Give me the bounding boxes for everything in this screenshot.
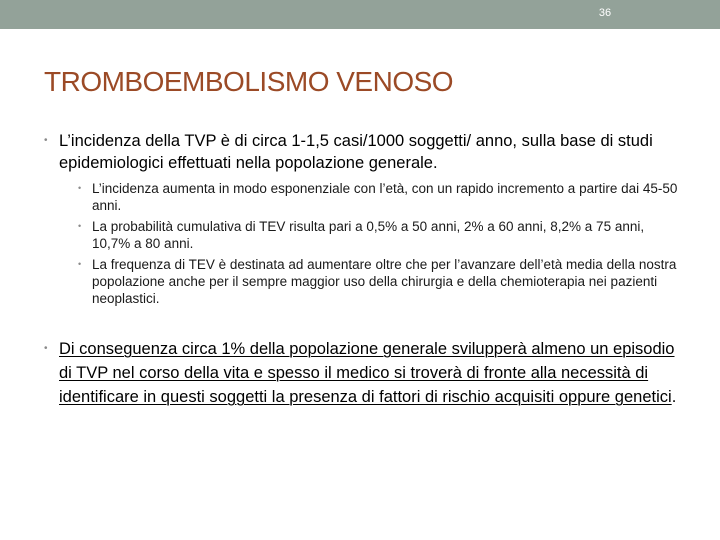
sub-bullet-eta: [74, 180, 684, 214]
bullet-text: L’incidenza della TVP è di circa 1-1,5 casi/1000 soggetti/ anno, sulla base di studi epidemiologici effettuati nella popolazione generale.: [59, 132, 653, 172]
sub-bullet-text: L’incidenza aumenta in modo esponenziale con l’età, con un rapido incremento a partire dai 45-50 anni.: [92, 181, 678, 213]
slide-title: TROMBOEMBOLISMO VENOSO: [44, 66, 454, 97]
bullet-marker-icon: •: [44, 135, 48, 146]
sub-bullet-marker-icon: •: [78, 259, 82, 269]
bullet-text-suffix: .: [671, 388, 677, 406]
sub-bullet-text: La frequenza di TEV è destinata ad aumentare oltre che per l’avanzare dell’età media della nostra popolazione anche per il sempre maggior uso della chirurgia e della chemioterapia nei pazienti neoplastici.: [92, 257, 677, 306]
sub-bullet-frequenza: [74, 256, 684, 307]
top-bar: [0, 0, 720, 29]
bullet-conseguenza: [44, 337, 684, 409]
sub-bullet-marker-icon: •: [78, 221, 82, 231]
sub-bullet-list: [74, 180, 684, 307]
bullet-text-underlined: Di conseguenza circa 1% della popolazione generale svilupperà almeno un episodio di TVP nel corso della vita e spesso il medico si troverà di fronte alla necessità di identificare in questi soggetti la presenza di fattori di rischio acquisiti oppure genetici: [59, 340, 675, 406]
sub-bullet-marker-icon: •: [78, 183, 82, 193]
slide-number: 36: [598, 7, 612, 19]
bullet-marker-icon: •: [44, 343, 48, 354]
slide-content: [44, 130, 684, 409]
bullet-incidenza: [44, 130, 684, 307]
sub-bullet-text: La probabilità cumulativa di TEV risulta pari a 0,5% a 50 anni, 2% a 60 anni, 8,2% a 75 anni, 10,7% a 80 anni.: [92, 219, 645, 251]
sub-bullet-probabilita: [74, 218, 684, 252]
